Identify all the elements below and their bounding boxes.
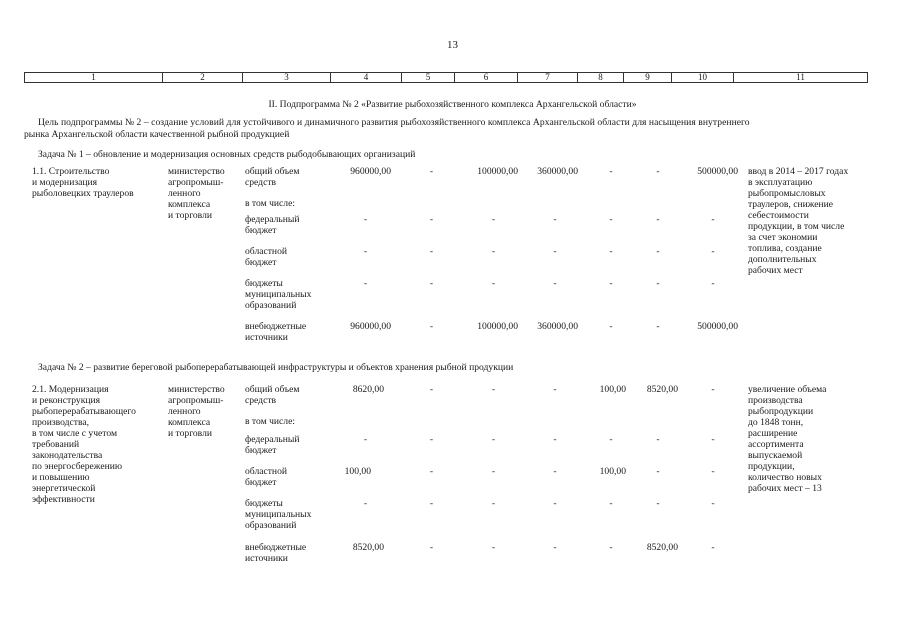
value-cell: - <box>429 166 434 177</box>
funding-source: образований <box>245 520 297 531</box>
value-cell: - <box>656 166 660 177</box>
goal-text-line-2: рынка Архангельской области качественной рыбной продукцией <box>24 129 290 140</box>
result-line: производства <box>748 395 803 406</box>
value-cell: - <box>429 214 434 225</box>
task-2-heading: Задача № 2 – развитие береговой рыбоперерабатывающей инфраструктуры и объектов хранения рыбной продукции <box>38 362 514 373</box>
result-line: в эксплуатацию <box>748 177 813 188</box>
value-cell: - <box>656 278 660 289</box>
value-cell: - <box>429 246 434 257</box>
executor-line: комплекса <box>168 199 211 210</box>
value-cell: - <box>553 498 557 509</box>
value-cell: - <box>553 246 557 257</box>
value-cell: 100,00 <box>599 466 626 477</box>
activity-line: рыбоперерабатывающего <box>32 406 136 417</box>
value-cell: - <box>656 214 660 225</box>
funding-source: бюджеты <box>245 498 283 509</box>
column-number: 10 <box>672 73 734 83</box>
value-cell: - <box>656 246 660 257</box>
result-line: ввод в 2014 – 2017 годах <box>748 166 849 177</box>
value-cell: 500000,00 <box>697 321 738 332</box>
executor-line: агропромыш- <box>168 177 224 188</box>
value-cell: - <box>491 214 496 225</box>
value-cell: - <box>609 321 613 332</box>
funding-source: общий объем <box>245 166 300 177</box>
result-line: расширение <box>748 428 798 439</box>
executor-line: ленного <box>168 188 201 199</box>
value-cell: 500000,00 <box>697 166 738 177</box>
value-cell: 8620,00 <box>352 384 384 395</box>
value-cell: - <box>553 278 557 289</box>
value-cell: - <box>711 214 715 225</box>
value-cell: - <box>491 434 496 445</box>
executor-line: агропромыш- <box>168 395 224 406</box>
column-number: 3 <box>243 73 331 83</box>
value-cell: - <box>609 542 613 553</box>
funding-source: образований <box>245 300 297 311</box>
activity-line: 2.1. Модернизация <box>32 384 109 395</box>
column-number: 2 <box>163 73 243 83</box>
result-line: рыбопромысловых <box>748 188 826 199</box>
column-number: 6 <box>455 73 518 83</box>
value-cell: - <box>553 542 557 553</box>
value-cell: - <box>711 466 715 477</box>
value-cell: - <box>491 384 496 395</box>
activity-line: 1.1. Строительство <box>32 166 110 177</box>
task-1-heading: Задача № 1 – обновление и модернизация основных средств рыбодобывающих организаций <box>38 149 416 160</box>
value-cell: - <box>363 498 368 509</box>
value-cell: - <box>429 278 434 289</box>
result-line: выпускаемой <box>748 450 803 461</box>
executor-line: и торговли <box>168 428 213 439</box>
executor-line: министерство <box>168 384 225 395</box>
result-line: рабочих мест – 13 <box>748 483 822 494</box>
activity-line: производства, <box>32 417 90 428</box>
funding-source: общий объем <box>245 384 300 395</box>
column-number: 1 <box>25 73 163 83</box>
value-cell: - <box>553 214 557 225</box>
funding-source: в том числе: <box>245 416 296 427</box>
value-cell: 360000,00 <box>537 166 578 177</box>
result-line: траулеров, снижение <box>748 199 834 210</box>
value-cell: 100000,00 <box>477 321 518 332</box>
column-number-header <box>24 72 868 83</box>
result-line: увеличение объема <box>748 384 827 395</box>
value-cell: - <box>491 246 496 257</box>
value-cell: 8520,00 <box>646 542 678 553</box>
value-cell: - <box>429 321 434 332</box>
result-line: количество новых <box>748 472 822 483</box>
value-cell: - <box>491 542 496 553</box>
value-cell: - <box>491 278 496 289</box>
result-line: до 1848 тонн, <box>748 417 804 428</box>
funding-source: внебюджетные <box>245 542 307 553</box>
funding-source: источники <box>245 553 288 564</box>
funding-source: бюджет <box>245 445 277 456</box>
activity-line: рыболовецких траулеров <box>32 188 134 199</box>
activity-line: в том числе с учетом <box>32 428 118 439</box>
funding-source: федеральный <box>245 214 300 225</box>
funding-source: областной <box>245 246 288 257</box>
result-line: продукции, <box>748 461 795 472</box>
section-title: II. Подпрограмма № 2 «Развитие рыбохозяйственного комплекса Архангельской области» <box>268 99 637 110</box>
executor-line: и торговли <box>168 210 213 221</box>
value-cell: - <box>711 384 715 395</box>
result-line: продукции, в том числе <box>748 221 845 232</box>
column-number: 7 <box>518 73 578 83</box>
value-cell: - <box>609 214 613 225</box>
column-number: 11 <box>734 73 868 83</box>
activity-line: законодательства <box>32 450 103 461</box>
value-cell: - <box>656 466 660 477</box>
value-cell: - <box>429 384 434 395</box>
value-cell: 100000,00 <box>477 166 518 177</box>
value-cell: - <box>656 321 660 332</box>
value-cell: - <box>553 384 557 395</box>
executor-line: комплекса <box>168 417 211 428</box>
activity-line: требований <box>32 439 80 450</box>
value-cell: 360000,00 <box>537 321 578 332</box>
funding-source: федеральный <box>245 434 300 445</box>
result-line: себестоимости <box>748 210 809 221</box>
value-cell: 960000,00 <box>350 166 391 177</box>
value-cell: - <box>429 434 434 445</box>
value-cell: 960000,00 <box>350 321 391 332</box>
funding-source: источники <box>245 332 288 343</box>
funding-source: областной <box>245 466 288 477</box>
funding-source: внебюджетные <box>245 321 307 332</box>
value-cell: - <box>609 166 613 177</box>
value-cell: - <box>553 434 557 445</box>
result-line: рабочих мест <box>748 265 803 276</box>
value-cell: - <box>491 466 496 477</box>
funding-source: бюджет <box>245 225 277 236</box>
value-cell: 8520,00 <box>646 384 678 395</box>
value-cell: - <box>711 434 715 445</box>
executor-line: министерство <box>168 166 225 177</box>
funding-source: средств <box>245 177 277 188</box>
value-cell: 100,00 <box>344 466 371 477</box>
funding-source: муниципальных <box>245 289 312 300</box>
activity-line: и повышению <box>32 472 90 483</box>
value-cell: - <box>491 498 496 509</box>
column-number: 8 <box>578 73 624 83</box>
column-number: 9 <box>624 73 672 83</box>
value-cell: - <box>711 498 715 509</box>
result-line: рыбопродукции <box>748 406 814 417</box>
value-cell: - <box>553 466 557 477</box>
value-cell: 8520,00 <box>352 542 384 553</box>
value-cell: - <box>429 542 434 553</box>
value-cell: - <box>609 246 613 257</box>
funding-source: бюджеты <box>245 278 283 289</box>
value-cell: - <box>363 214 368 225</box>
column-number: 4 <box>331 73 402 83</box>
funding-source: бюджет <box>245 477 277 488</box>
value-cell: 100,00 <box>599 384 626 395</box>
result-line: дополнительных <box>748 254 817 265</box>
activity-line: и реконструкция <box>32 395 101 406</box>
value-cell: - <box>363 246 368 257</box>
page-number: 13 <box>447 39 458 51</box>
activity-line: по энергосбережению <box>32 461 123 472</box>
value-cell: - <box>363 278 368 289</box>
goal-text-line-1: Цель подпрограммы № 2 – создание условий для устойчивого и динамичного развития рыбохозяйственного комплекса Архангельской области для насыщения внутреннего <box>38 117 750 128</box>
executor-line: ленного <box>168 406 201 417</box>
result-line: ассортимента <box>748 439 804 450</box>
value-cell: - <box>711 278 715 289</box>
value-cell: - <box>711 246 715 257</box>
funding-source: бюджет <box>245 257 277 268</box>
value-cell: - <box>609 434 613 445</box>
result-line: топлива, создание <box>748 243 822 254</box>
value-cell: - <box>363 434 368 445</box>
funding-source: средств <box>245 395 277 406</box>
value-cell: - <box>711 542 715 553</box>
activity-line: и модернизация <box>32 177 98 188</box>
funding-source: муниципальных <box>245 509 312 520</box>
value-cell: - <box>429 466 434 477</box>
value-cell: - <box>609 278 613 289</box>
value-cell: - <box>609 498 613 509</box>
activity-line: энергетической <box>32 483 96 494</box>
result-line: за счет экономии <box>748 232 818 243</box>
funding-source: в том числе: <box>245 198 296 209</box>
value-cell: - <box>429 498 434 509</box>
value-cell: - <box>656 434 660 445</box>
activity-line: эффективности <box>32 494 95 505</box>
value-cell: - <box>656 498 660 509</box>
column-number: 5 <box>402 73 455 83</box>
